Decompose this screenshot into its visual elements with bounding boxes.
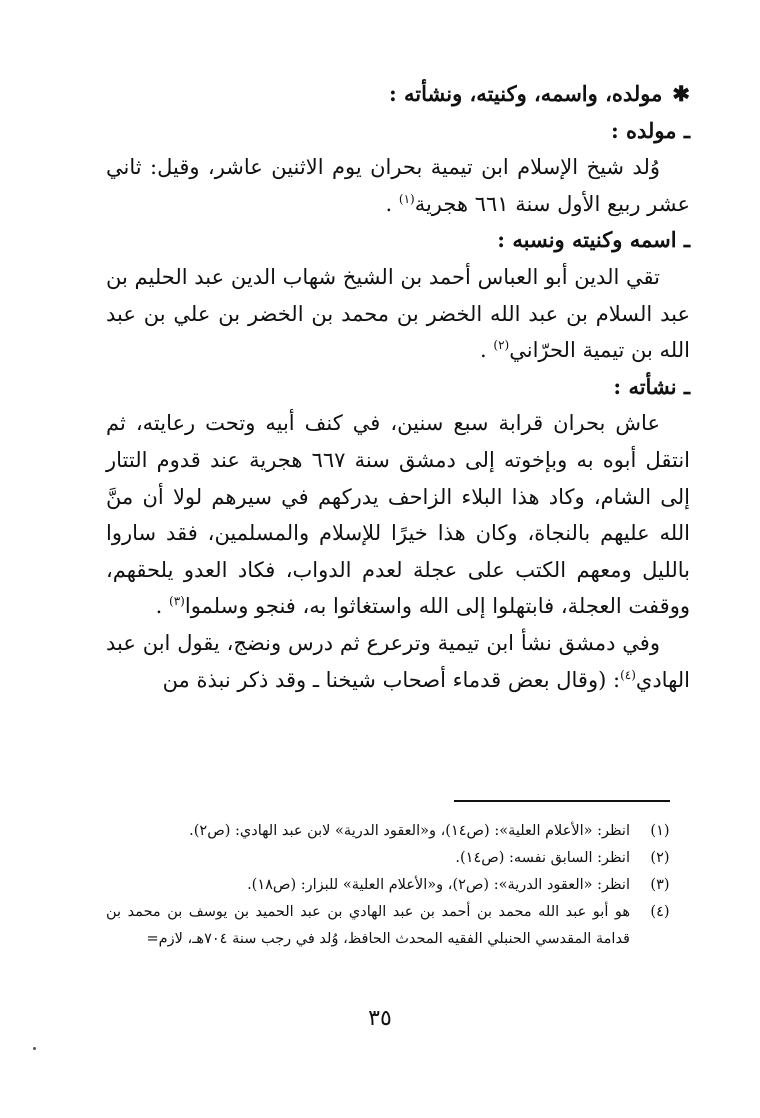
name-heading: ـ اسمه وكنيته ونسبه : — [497, 227, 690, 253]
footnotes — [106, 818, 690, 953]
footnote-item — [106, 845, 690, 872]
footnote-item — [106, 872, 690, 899]
upbringing-heading: ـ نشأته : — [613, 373, 690, 399]
damascus-paragraph: وفي دمشق نشأ ابن تيمية وترعرع ثم درس ونضج، يقول ابن عبد الهادي$^{(٤)}$: (وقال بعض قدماء أصحاب شيخنا ـ وقد ذكر نبذة من — [106, 630, 690, 692]
scan-mark — [33, 1047, 36, 1050]
footnote-text: انظر: «الأعلام العلية»: (ص١٤)، و«العقود الدرية» لابن عبد الهادي: (ص٢). — [189, 823, 630, 839]
footnote-number: (١) — [650, 823, 670, 839]
footnote-number: (٢) — [650, 850, 670, 866]
footnote-number: (٤) — [650, 904, 670, 920]
footnote-ref-4[interactable]: (٤) — [620, 667, 636, 682]
footnote-number: (٣) — [650, 877, 670, 893]
footnote-ref-2[interactable]: (٢) — [493, 338, 510, 353]
footnote-item — [106, 899, 690, 953]
name-paragraph: تقي الدين أبو العباس أحمد بن الشيخ شهاب الدين عبد الحليم بن عبد السلام بن عبد الله الخضر بن محمد بن الخضر بن علي بن عبد الله بن تيمية الحرّاني$^{(٢)}$ . — [106, 264, 690, 363]
footnote-item — [106, 818, 690, 845]
footnote-ref-1[interactable]: (١) — [398, 191, 415, 206]
birth-paragraph: وُلد شيخ الإسلام ابن تيمية بحران يوم الاثنين عاشر، وقيل: ثاني عشر ربيع الأول سنة ٦٦١ هجرية$^{(١)}$ . — [106, 155, 690, 216]
section-title: ✱مولده، واسمه، وكنيته، ونشأته : — [388, 81, 690, 106]
birth-heading: ـ مولده : — [610, 117, 690, 143]
asterisk-icon: ✱ — [672, 81, 690, 106]
footnote-ref-3[interactable]: (٣) — [169, 594, 185, 609]
footnote-text: هو أبو عبد الله محمد بن أحمد بن عبد الهادي بن عبد الحميد بن يوسف بن محمد بن قدامة المقدسي الحنبلي الفقيه المحدث الحافظ، وُلد في رجب سنة ٧٠٤هـ، لازم= — [106, 904, 630, 947]
footnote-divider — [454, 800, 670, 802]
upbringing-paragraph: عاش بحران قرابة سبع سنين، في كنف أبيه وتحت رعايته، ثم انتقل أبوه به وبإخوته إلى دمشق سنة ٦٦٧ هجرية عند قدوم التتار إلى الشام، وكاد هذا البلاء الزاحف يدركهم في سيرهم لولا أن منَّ الله عليهم بالنجاة، وكان هذا خيرًا للإسلام والمسلمين، فقد ساروا بالليل ومعهم الكتب على عجلة لعدم الدواب، فكاد العدو يلحقهم، ووقفت العجلة، فابتهلوا إلى الله واستغاثوا به، فنجو وسلموا$^{(٣)}$ . — [106, 411, 691, 619]
footnote-text: انظر: السابق نفسه: (ص١٤). — [455, 850, 630, 866]
main-text — [106, 76, 690, 698]
page-number: ٣٥ — [368, 1006, 392, 1031]
footnote-text: انظر: «العقود الدرية»: (ص٢)، و«الأعلام العلية» للبزار: (ص١٨). — [247, 877, 630, 893]
